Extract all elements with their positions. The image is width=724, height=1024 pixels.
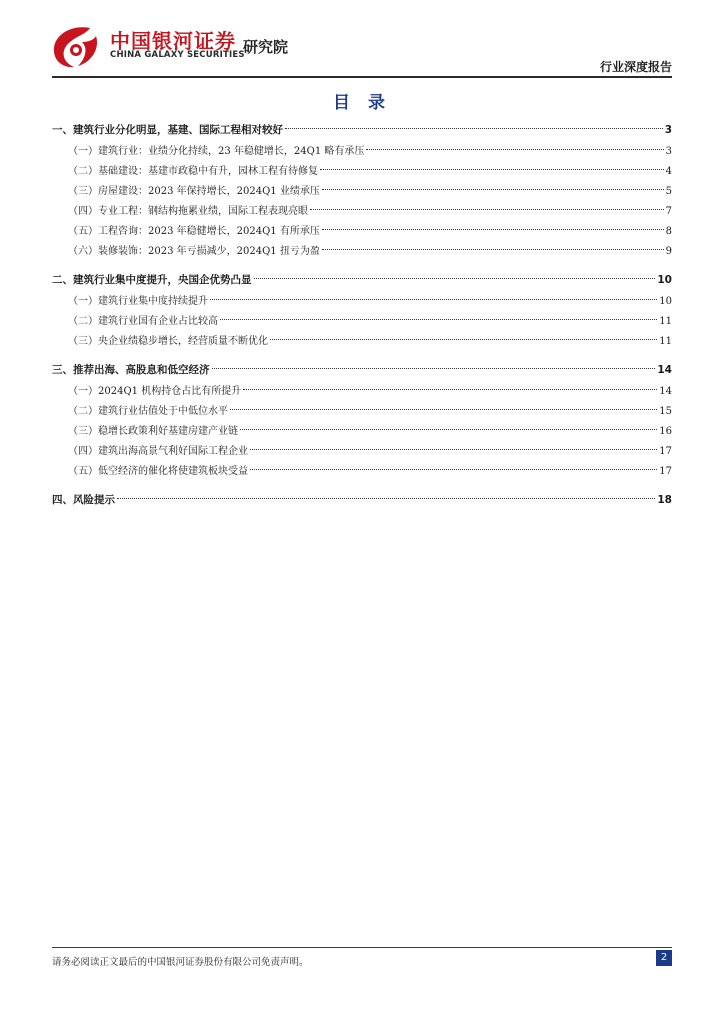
toc-title: 目 录 xyxy=(333,93,391,113)
toc-entry-label: （五）低空经济的催化将使建筑板块受益 xyxy=(68,466,248,477)
toc-dot-leader xyxy=(212,368,656,369)
toc-entry-label: 三、推荐出海、高股息和低空经济 xyxy=(52,364,210,376)
toc-entry-label: （一）建筑行业：业绩分化持续，23 年稳健增长，24Q1 略有承压 xyxy=(68,146,365,157)
toc-section-entry[interactable] xyxy=(52,488,672,512)
toc-entry-label: （一）2024Q1 机构持仓占比有所提升 xyxy=(68,386,242,397)
toc-entry-label: （五）工程咨询：2023 年稳健增长，2024Q1 有所承压 xyxy=(68,226,320,237)
brand-name-en: CHINA GALAXY SECURITIES xyxy=(110,50,245,60)
toc-subsection-entry[interactable] xyxy=(52,462,672,482)
toc-subsection-entry[interactable] xyxy=(52,292,672,312)
toc-entry-page: 14 xyxy=(657,364,672,376)
galaxy-logo-icon xyxy=(50,24,102,70)
toc-dot-leader xyxy=(320,169,664,170)
institute-label: 研究院 xyxy=(243,38,289,56)
toc-entry-page: 15 xyxy=(659,406,672,417)
toc-dot-leader xyxy=(310,209,664,210)
toc-entry-page: 7 xyxy=(665,206,672,217)
toc-subsection-entry[interactable] xyxy=(52,202,672,222)
footer-disclaimer: 请务必阅读正文最后的中国银河证券股份有限公司免责声明。 xyxy=(52,957,309,968)
toc-entry-label: （三）稳增长政策利好基建房建产业链 xyxy=(68,426,238,437)
table-of-contents xyxy=(52,118,672,512)
toc-entry-page: 10 xyxy=(659,296,672,307)
toc-subsection-entry[interactable] xyxy=(52,402,672,422)
toc-entry-label: （六）装修装饰：2023 年亏损减少，2024Q1 扭亏为盈 xyxy=(68,246,320,257)
brand-name-cn: 中国银河证券 xyxy=(110,29,236,53)
toc-entry-page: 10 xyxy=(657,274,672,286)
toc-dot-leader xyxy=(220,319,657,320)
toc-dot-leader xyxy=(243,389,657,390)
toc-entry-page: 18 xyxy=(657,494,672,506)
toc-dot-leader xyxy=(322,229,664,230)
toc-entry-page: 3 xyxy=(664,124,672,136)
toc-subsection-entry[interactable] xyxy=(52,442,672,462)
toc-entry-page: 4 xyxy=(665,166,672,177)
toc-subsection-entry[interactable] xyxy=(52,312,672,332)
toc-entry-label: （四）建筑出海高景气利好国际工程企业 xyxy=(68,446,248,457)
toc-entry-page: 17 xyxy=(659,466,672,477)
toc-subsection-entry[interactable] xyxy=(52,242,672,262)
toc-dot-leader xyxy=(240,429,657,430)
toc-entry-label: 一、建筑行业分化明显，基建、国际工程相对较好 xyxy=(52,124,283,136)
page-number: 2 xyxy=(656,950,672,966)
toc-entry-page: 8 xyxy=(665,226,672,237)
toc-subsection-entry[interactable] xyxy=(52,332,672,352)
toc-entry-page: 9 xyxy=(665,246,672,257)
toc-entry-page: 16 xyxy=(659,426,672,437)
toc-entry-label: 二、建筑行业集中度提升，央国企优势凸显 xyxy=(52,274,252,286)
toc-subsection-entry[interactable] xyxy=(52,182,672,202)
toc-section-entry[interactable] xyxy=(52,118,672,142)
toc-dot-leader xyxy=(270,339,657,340)
toc-entry-page: 5 xyxy=(665,186,672,197)
toc-dot-leader xyxy=(322,189,664,190)
toc-entry-label: （二）建筑行业估值处于中低位水平 xyxy=(68,406,228,417)
toc-subsection-entry[interactable] xyxy=(52,382,672,402)
toc-dot-leader xyxy=(250,469,657,470)
toc-entry-label: （三）央企业绩稳步增长，经营质量不断优化 xyxy=(68,336,268,347)
toc-dot-leader xyxy=(366,149,663,150)
toc-entry-label: （一）建筑行业集中度持续提升 xyxy=(68,296,208,307)
page-header xyxy=(0,0,724,80)
footer-divider xyxy=(52,947,672,948)
toc-entry-label: （二）建筑行业国有企业占比较高 xyxy=(68,316,218,327)
toc-section-entry[interactable] xyxy=(52,358,672,382)
toc-entry-page: 11 xyxy=(659,336,672,347)
toc-dot-leader xyxy=(322,249,664,250)
toc-dot-leader xyxy=(230,409,657,410)
toc-subsection-entry[interactable] xyxy=(52,422,672,442)
toc-dot-leader xyxy=(254,278,656,279)
toc-dot-leader xyxy=(250,449,657,450)
header-divider xyxy=(52,76,672,78)
toc-entry-page: 14 xyxy=(659,386,672,397)
toc-dot-leader xyxy=(285,128,663,129)
toc-entry-label: （二）基础建设：基建市政稳中有升，园林工程有待修复 xyxy=(68,166,318,177)
toc-subsection-entry[interactable] xyxy=(52,142,672,162)
toc-entry-page: 11 xyxy=(659,316,672,327)
toc-subsection-entry[interactable] xyxy=(52,162,672,182)
report-type-label: 行业深度报告 xyxy=(599,60,672,74)
toc-entry-page: 17 xyxy=(659,446,672,457)
toc-entry-page: 3 xyxy=(665,146,672,157)
toc-dot-leader xyxy=(117,498,655,499)
toc-entry-label: （三）房屋建设：2023 年保持增长，2024Q1 业绩承压 xyxy=(68,186,320,197)
toc-section-entry[interactable] xyxy=(52,268,672,292)
toc-entry-label: （四）专业工程：钢结构拖累业绩，国际工程表现亮眼 xyxy=(68,206,308,217)
toc-dot-leader xyxy=(210,299,657,300)
toc-entry-label: 四、风险提示 xyxy=(52,494,115,506)
toc-subsection-entry[interactable] xyxy=(52,222,672,242)
